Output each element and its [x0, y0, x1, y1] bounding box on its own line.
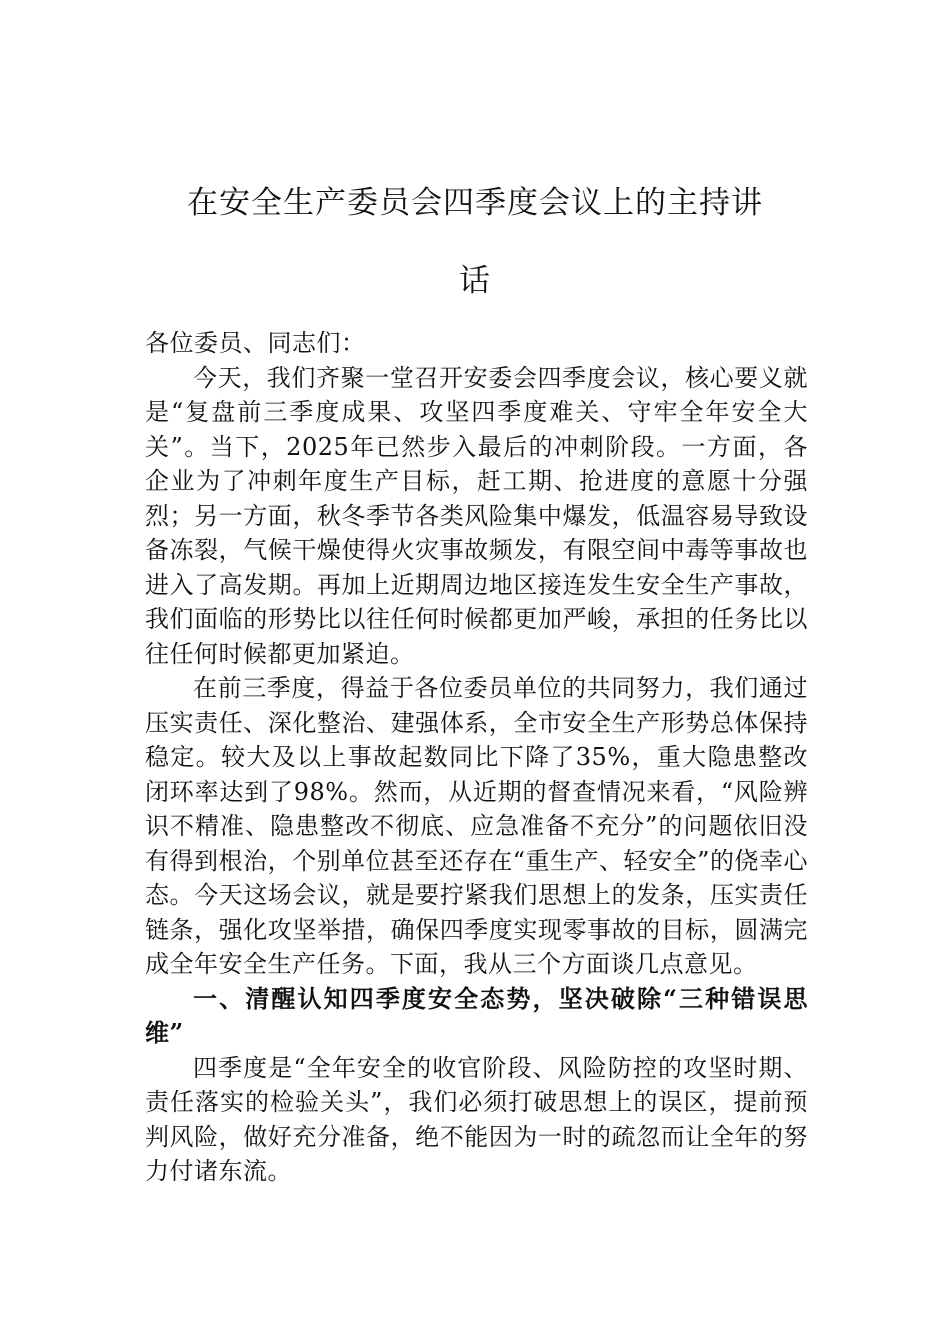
- section-heading: 一、清醒认知四季度安全态势，坚决破除“三种错误思维”: [145, 983, 808, 1047]
- document-title: [100, 164, 850, 320]
- title-line-1: 在安全生产委员会四季度会议上的主持讲: [187, 185, 763, 221]
- paragraph-1: 今天，我们齐聚一堂召开安委会四季度会议，核心要义就是“复盘前三季度成果、攻坚四季度难关、守牢全年安全大关”。当下，2025年已然步入最后的冲刺阶段。一方面，各企业为了冲刺年度生产目标，赶工期、抢进度的意愿十分强烈；另一方面，秋冬季节各类风险集中爆发，低温容易导致设备冻裂，气候干燥使得火灾事故频发，有限空间中毒等事故也进入了高发期。再加上近期周边地区接连发生安全生产事故，我们面临的形势比以往任何时候都更加严峻，承担的任务比以往任何时候都更加紧迫。: [145, 363, 808, 668]
- paragraph-2: 在前三季度，得益于各位委员单位的共同努力，我们通过压实责任、深化整治、建强体系，全市安全生产形势总体保持稳定。较大及以上事故起数同比下降了35%，重大隐患整改闭环率达到了98%。然而，从近期的督查情况来看，“风险辨识不精准、隐患整改不彻底、应急准备不充分”的问题依旧没有得到根治，个别单位甚至还存在“重生产、轻安全”的侥幸心态。今天这场会议，就是要拧紧我们思想上的发条，压实责任链条，强化攻坚举措，确保四季度实现零事故的目标，圆满完成全年安全生产任务。下面，我从三个方面谈几点意见。: [145, 674, 808, 978]
- salutation: 各位委员、同志们：: [145, 329, 366, 357]
- title-line-2: 话: [459, 263, 491, 299]
- section-paragraph: 四季度是“全年安全的收官阶段、风险防控的攻坚时期、责任落实的检验关头”，我们必须打破思想上的误区，提前预判风险，做好充分准备，绝不能因为一时的疏忽而让全年的努力付诸东流。: [145, 1053, 808, 1185]
- document-body: [145, 326, 808, 1189]
